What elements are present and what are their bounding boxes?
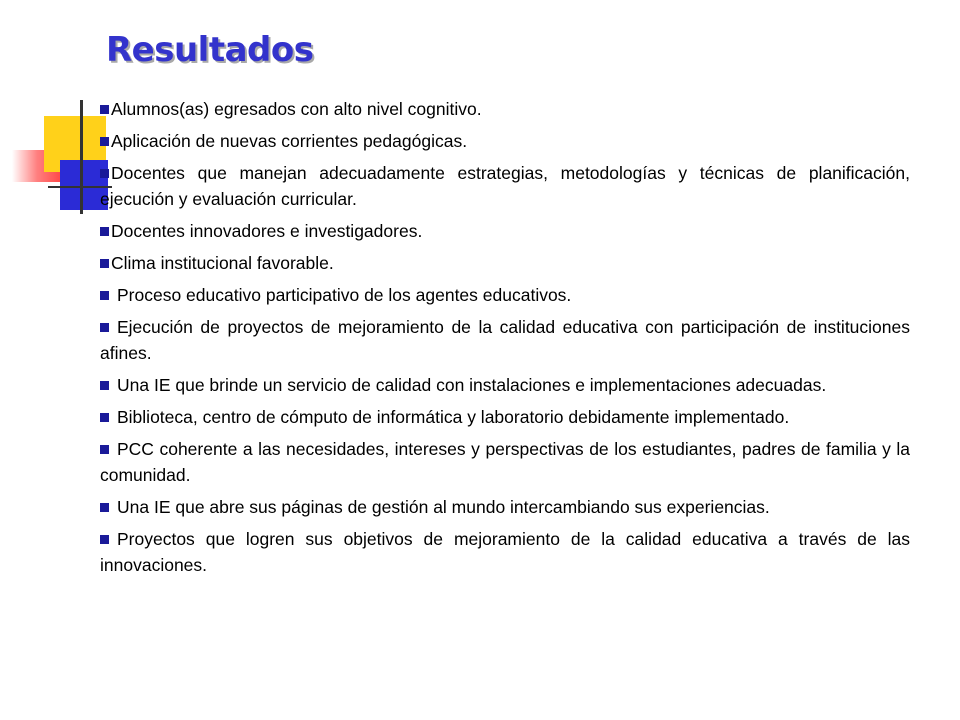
list-item-text: Ejecución de proyectos de mejoramiento de la calidad educativa con participación de instituciones afines.: [100, 317, 910, 363]
decorative-vertical-line: [80, 100, 83, 214]
square-bullet-icon: [100, 169, 109, 178]
square-bullet-icon: [100, 413, 109, 422]
square-bullet-icon: [100, 137, 109, 146]
square-bullet-icon: [100, 323, 109, 332]
list-item: [100, 96, 910, 122]
list-item: [100, 128, 910, 154]
list-item-text: Docentes que manejan adecuadamente estrategias, metodologías y técnicas de planificación, ejecución y evaluación curricular.: [100, 163, 910, 209]
bullet-list: [100, 96, 910, 584]
square-bullet-icon: [100, 381, 109, 390]
square-bullet-icon: [100, 503, 109, 512]
list-item: [100, 526, 910, 578]
slide-title: Resultados: [106, 30, 314, 70]
list-item: [100, 372, 910, 398]
list-item-text: Proceso educativo participativo de los agentes educativos.: [117, 285, 572, 305]
list-item: [100, 404, 910, 430]
square-bullet-icon: [100, 535, 109, 544]
list-item: [100, 314, 910, 366]
list-item: [100, 436, 910, 488]
list-item-text: Biblioteca, centro de cómputo de informática y laboratorio debidamente implementado.: [117, 407, 790, 427]
list-item-text: Una IE que abre sus páginas de gestión al mundo intercambiando sus experiencias.: [117, 497, 770, 517]
square-bullet-icon: [100, 105, 109, 114]
list-item-text: Proyectos que logren sus objetivos de mejoramiento de la calidad educativa a través de las innovaciones.: [100, 529, 910, 575]
square-bullet-icon: [100, 259, 109, 268]
list-item: [100, 250, 910, 276]
square-bullet-icon: [100, 291, 109, 300]
list-item-text: Clima institucional favorable.: [111, 253, 334, 273]
list-item-text: Aplicación de nuevas corrientes pedagógicas.: [111, 131, 468, 151]
list-item: [100, 494, 910, 520]
square-bullet-icon: [100, 227, 109, 236]
list-item-text: Alumnos(as) egresados con alto nivel cognitivo.: [111, 99, 482, 119]
list-item-text: Una IE que brinde un servicio de calidad con instalaciones e implementaciones adecuadas.: [117, 375, 827, 395]
list-item-text: PCC coherente a las necesidades, intereses y perspectivas de los estudiantes, padres de familia y la comunidad.: [100, 439, 910, 485]
square-bullet-icon: [100, 445, 109, 454]
list-item-text: Docentes innovadores e investigadores.: [111, 221, 423, 241]
list-item: [100, 160, 910, 212]
list-item: [100, 218, 910, 244]
list-item: [100, 282, 910, 308]
